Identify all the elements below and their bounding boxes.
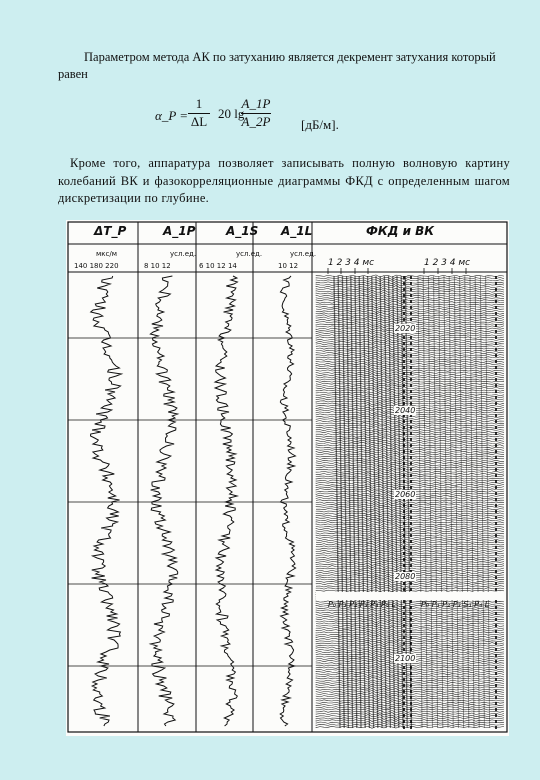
- depth-label: 2100: [395, 654, 416, 663]
- waveform-trace: [316, 552, 504, 554]
- waveform-trace: [316, 528, 504, 530]
- waveform-trace: [316, 513, 504, 515]
- waveform-trace: [316, 482, 504, 485]
- waveform-trace: [316, 568, 504, 570]
- formula-num-2: A_1P: [241, 96, 271, 114]
- waveform-trace: [316, 537, 504, 540]
- waveform-trace: [316, 532, 504, 535]
- phase-streak: [486, 276, 490, 728]
- waveform-trace: [316, 558, 504, 560]
- phase-streak: [449, 276, 453, 728]
- wave-labels-right: P₀ P₁ P₂ P₃ S₁ P₄ L: [421, 600, 490, 609]
- waveform-trace: [316, 561, 504, 563]
- waveform-trace: [316, 275, 504, 278]
- formula-den-1: ΔL: [190, 114, 208, 129]
- waveform-trace: [316, 510, 504, 512]
- waveform-trace: [316, 526, 504, 528]
- waveform-trace: [316, 501, 504, 504]
- waveform-trace: [316, 470, 504, 473]
- waveform-trace: [316, 517, 504, 520]
- waveform-trace: [316, 277, 504, 279]
- log-figure: [66, 220, 509, 736]
- waveform-trace: [316, 499, 504, 502]
- waveform-trace: [316, 282, 504, 284]
- scale-unit-a1l: усл.ед.: [290, 250, 317, 258]
- waveform-trace: [316, 675, 504, 677]
- wave-label-band: [316, 592, 505, 600]
- waveform-trace: [316, 519, 504, 521]
- formula-fraction-2: [241, 96, 271, 130]
- waveform-trace: [316, 521, 504, 523]
- intro-paragraph: Параметром метода АК по затуханию является декремент затухания который равен: [58, 50, 496, 81]
- header-a1p: A_1P: [163, 224, 196, 238]
- waveform-trace: [316, 475, 504, 477]
- depth-label: 2060: [395, 490, 416, 499]
- formula-fraction-1: [188, 96, 210, 130]
- waveform-trace: [316, 673, 504, 675]
- dtp-curve: [91, 276, 122, 726]
- waveform-trace: [316, 284, 504, 287]
- waveform-trace: [316, 508, 504, 510]
- waveform-trace: [316, 473, 504, 475]
- waveform-trace: [316, 464, 504, 466]
- waveform-trace: [316, 504, 504, 506]
- waveform-trace: [316, 548, 504, 550]
- waveform-trace: [316, 565, 504, 567]
- body-paragraph: Кроме того, аппаратура позволяет записывать полную волновую картину колебаний ВК и фазокорреляционные диаграммы ФКД с определенным шагом дискретизации по глубине.: [58, 156, 510, 205]
- formula-den-2: A_2P: [241, 114, 271, 129]
- scale-a1l: 10 12: [278, 262, 299, 270]
- phase-streak: [439, 276, 443, 728]
- waveform-trace: [316, 479, 504, 481]
- scale-a1p: 8 10 12: [144, 262, 171, 270]
- header-a1s: A_1S: [226, 224, 259, 238]
- waveform-trace: [316, 524, 504, 526]
- time-scale-left: 1 2 3 4 мс: [328, 258, 375, 268]
- scale-a1s: 6 10 12 14: [199, 262, 237, 270]
- waveform-trace: [316, 545, 504, 548]
- formula-lhs: α_P =: [155, 108, 189, 123]
- time-scale-right: 1 2 3 4 мс: [424, 258, 471, 268]
- wave-labels-left: P₀ P₁ P₂ P₃ P₄ P₅ L: [328, 600, 396, 609]
- waveform-trace: [316, 468, 504, 470]
- waveform-trace: [316, 477, 504, 479]
- waveform-trace: [316, 541, 504, 543]
- waveform-trace: [316, 535, 504, 537]
- log-drawing: [66, 220, 509, 736]
- figure-frame: [68, 222, 507, 732]
- waveform-trace: [316, 462, 504, 464]
- header-dtp: ΔT_P: [94, 224, 127, 238]
- a1p-curve: [150, 276, 177, 726]
- formula-num-1: 1: [188, 96, 210, 114]
- waveform-trace: [316, 486, 504, 488]
- formula-coef: 20 lg: [218, 106, 245, 121]
- waveform-trace: [316, 506, 504, 508]
- formula-unit: [дБ/м].: [301, 117, 339, 132]
- depth-label: 2020: [395, 324, 416, 333]
- waveform-trace: [316, 554, 504, 556]
- scale-unit-dtp: мкс/м: [96, 250, 117, 258]
- waveform-trace: [316, 466, 504, 468]
- header-a1l: A_1L: [281, 224, 313, 238]
- phase-streak: [470, 276, 474, 728]
- a1l-curve: [280, 276, 295, 726]
- depth-label: 2040: [395, 406, 416, 415]
- attenuation-formula: [155, 96, 455, 138]
- phase-streak: [460, 276, 464, 728]
- header-fkd: ФКД и ВК: [366, 224, 435, 238]
- depth-label: 2080: [395, 572, 416, 581]
- a1s-curve: [215, 276, 237, 726]
- waveform-trace: [316, 515, 504, 517]
- waveform-trace: [316, 550, 504, 552]
- waveform-trace: [316, 556, 504, 559]
- scale-unit-a1s: усл.ед.: [236, 250, 263, 258]
- waveform-trace: [316, 530, 504, 532]
- scale-unit-a1p: усл.ед.: [170, 250, 197, 258]
- waveform-trace: [316, 484, 504, 486]
- waveform-trace: [316, 539, 504, 542]
- scale-dtp: 140 180 220: [74, 262, 119, 270]
- waveform-trace: [316, 279, 504, 281]
- waveform-trace: [316, 563, 504, 565]
- waveform-trace: [316, 543, 504, 545]
